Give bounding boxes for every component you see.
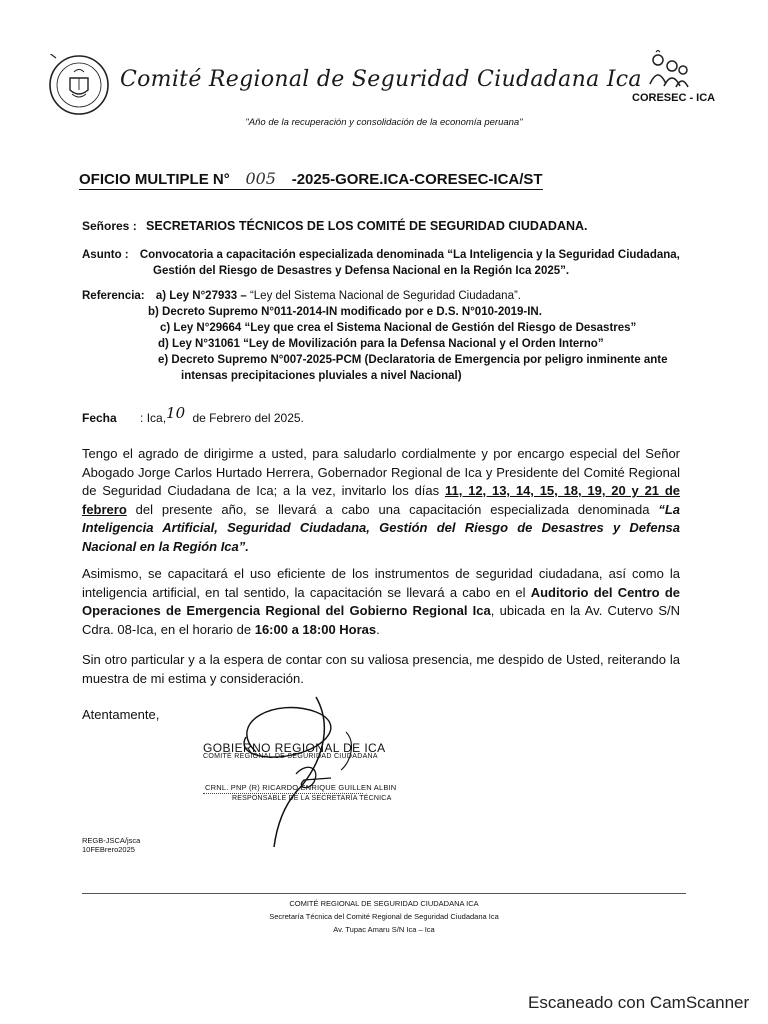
fecha-handwritten-day: 10: [166, 404, 186, 422]
fecha-rest: de Febrero del 2025.: [192, 411, 304, 425]
reference-code-date: 10FEBrero2025: [82, 845, 135, 854]
oficio-number-line: [79, 169, 543, 188]
referencia-a-text: “Ley del Sistema Nacional de Seguridad Ciudadana”.: [246, 290, 521, 302]
p2-text-c: .: [376, 621, 380, 637]
stamp-signature-rule: [203, 793, 363, 794]
body-paragraph-3: Sin otro particular y a la espera de contar con su valiosa presencia, me despido de Usted, reiterando la muestra de mi estima y consideración.: [82, 652, 680, 686]
footer-address: Av. Tupac Amaru S/N Ica – Ica: [333, 925, 435, 934]
p1-text-b: del presente año, se llevará a cabo una capacitación especializada denominada: [126, 501, 659, 517]
referencia-d: d) Ley N°31061 “Ley de Movilización para la Defensa Nacional y el Orden Interno”: [158, 338, 604, 350]
oficio-handwritten-number: 005: [245, 169, 276, 188]
coat-of-arms-seal-icon: [48, 54, 110, 116]
fecha-row: [82, 404, 304, 426]
senores-row: [82, 219, 588, 233]
referencia-b: b) Decreto Supremo N°011-2014-IN modificado por e D.S. N°010-2019-IN.: [148, 306, 542, 318]
reference-code-initials: REGB-JSCA/jsca: [82, 836, 141, 845]
year-motto: "Año de la recuperación y consolidación de la economía peruana": [245, 117, 523, 128]
p1-dates: 11, 12, 13, 14, 15, 18, 19, 20 y 21 de febrero: [82, 483, 681, 517]
referencia-e-line-2: intensas precipitaciones pluviales a nivel Nacional): [181, 370, 462, 382]
oficio-prefix: OFICIO MULTIPLE N°: [79, 171, 230, 188]
body-paragraph-2: [82, 565, 680, 639]
referencia-row-a: [82, 290, 521, 302]
asunto-label: Asunto :: [82, 249, 129, 261]
camscanner-watermark: Escaneado con CamScanner: [528, 993, 750, 1012]
footer-divider: [82, 893, 686, 894]
handwritten-signature: [196, 692, 406, 852]
p2-text-b: , ubicada en la Av. Cutervo S/N Cdra. 08-Ica, en el horario de: [82, 603, 680, 637]
p2-text-a: Asimismo, se capacitará el uso eficiente de los instrumentos de seguridad ciudadana, así como la inteligencia artificial, en tal sentido, la capacitación se llevará a cabo en el: [82, 566, 680, 600]
organization-title: Comité Regional de Seguridad Ciudadana Ica: [120, 67, 642, 92]
p2-time: 16:00 a 18:00 Horas: [254, 621, 377, 637]
asunto-row: [82, 249, 680, 261]
senores-label: Señores :: [82, 219, 137, 233]
p2-venue: Auditorio del Centro de Operaciones de Emergencia Regional del Gobierno Regional Ica: [82, 584, 680, 618]
stamp-comite: COMITÉ REGIONAL DE SEGURIDAD CIUDADANA: [203, 753, 378, 760]
footer-secretariat: Secretaría Técnica del Comité Regional de Seguridad Ciudadana Ica: [269, 912, 499, 921]
p1-text-a: Tengo el agrado de dirigirme a usted, para saludarlo cordialmente y por encargo especial del Señor Abogado Jorge Carlos Hurtado Herrera, Gobernador Regional de Ica y Presidente del Comité Regional de Seguridad Ciudadana de Ica; a la vez, invitarlo los días: [82, 446, 680, 498]
coresec-logo-label: CORESEC - ICA: [632, 92, 716, 104]
stamp-signer-role: RESPONSABLE DE LA SECRETARÍA TÉCNICA: [232, 795, 392, 802]
footer-organization: COMITÉ REGIONAL DE SEGURIDAD CIUDADANA ICA: [289, 899, 479, 908]
coresec-logo-icon: [644, 50, 692, 90]
referencia-a-bold: a) Ley N°27933 –: [155, 290, 247, 302]
referencia-e-line-1: e) Decreto Supremo N°007-2025-PCM (Declaratoria de Emergencia por peligro inminente ante: [158, 354, 668, 366]
senores-value: SECRETARIOS TÉCNICOS DE LOS COMITÉ DE SEGURIDAD CIUDADANA.: [146, 219, 588, 233]
stamp-signer-name: CRNL. PNP (R) RICARDO ENRIQUE GUILLEN ALBIN: [205, 783, 397, 792]
referencia-c: c) Ley N°29664 “Ley que crea el Sistema Nacional de Gestión del Riesgo de Desastres”: [160, 322, 637, 334]
body-paragraph-1: [82, 445, 680, 556]
referencia-label: Referencia:: [82, 290, 145, 302]
asunto-line-1: Convocatoria a capacitación especializada denominada “La Inteligencia y la Seguridad Ciudadana,: [139, 249, 680, 261]
p1-course-title: “La Inteligencia Artificial, Seguridad Ciudadana, Gestión del Riesgo de Desastres y Defensa Nacional en la Región Ica”.: [82, 501, 680, 554]
stamp-gobierno-regional: GOBIERNO REGIONAL DE ICA: [203, 741, 386, 755]
fecha-label: Fecha: [82, 411, 117, 425]
oficio-suffix: -2025-GORE.ICA-CORESEC-ICA/ST: [291, 171, 543, 188]
asunto-line-2: Gestión del Riesgo de Desastres y Defensa Nacional en la Región Ica 2025”.: [153, 265, 570, 277]
fecha-place: : Ica,: [140, 411, 167, 425]
closing-text: Atentamente,: [82, 707, 160, 722]
